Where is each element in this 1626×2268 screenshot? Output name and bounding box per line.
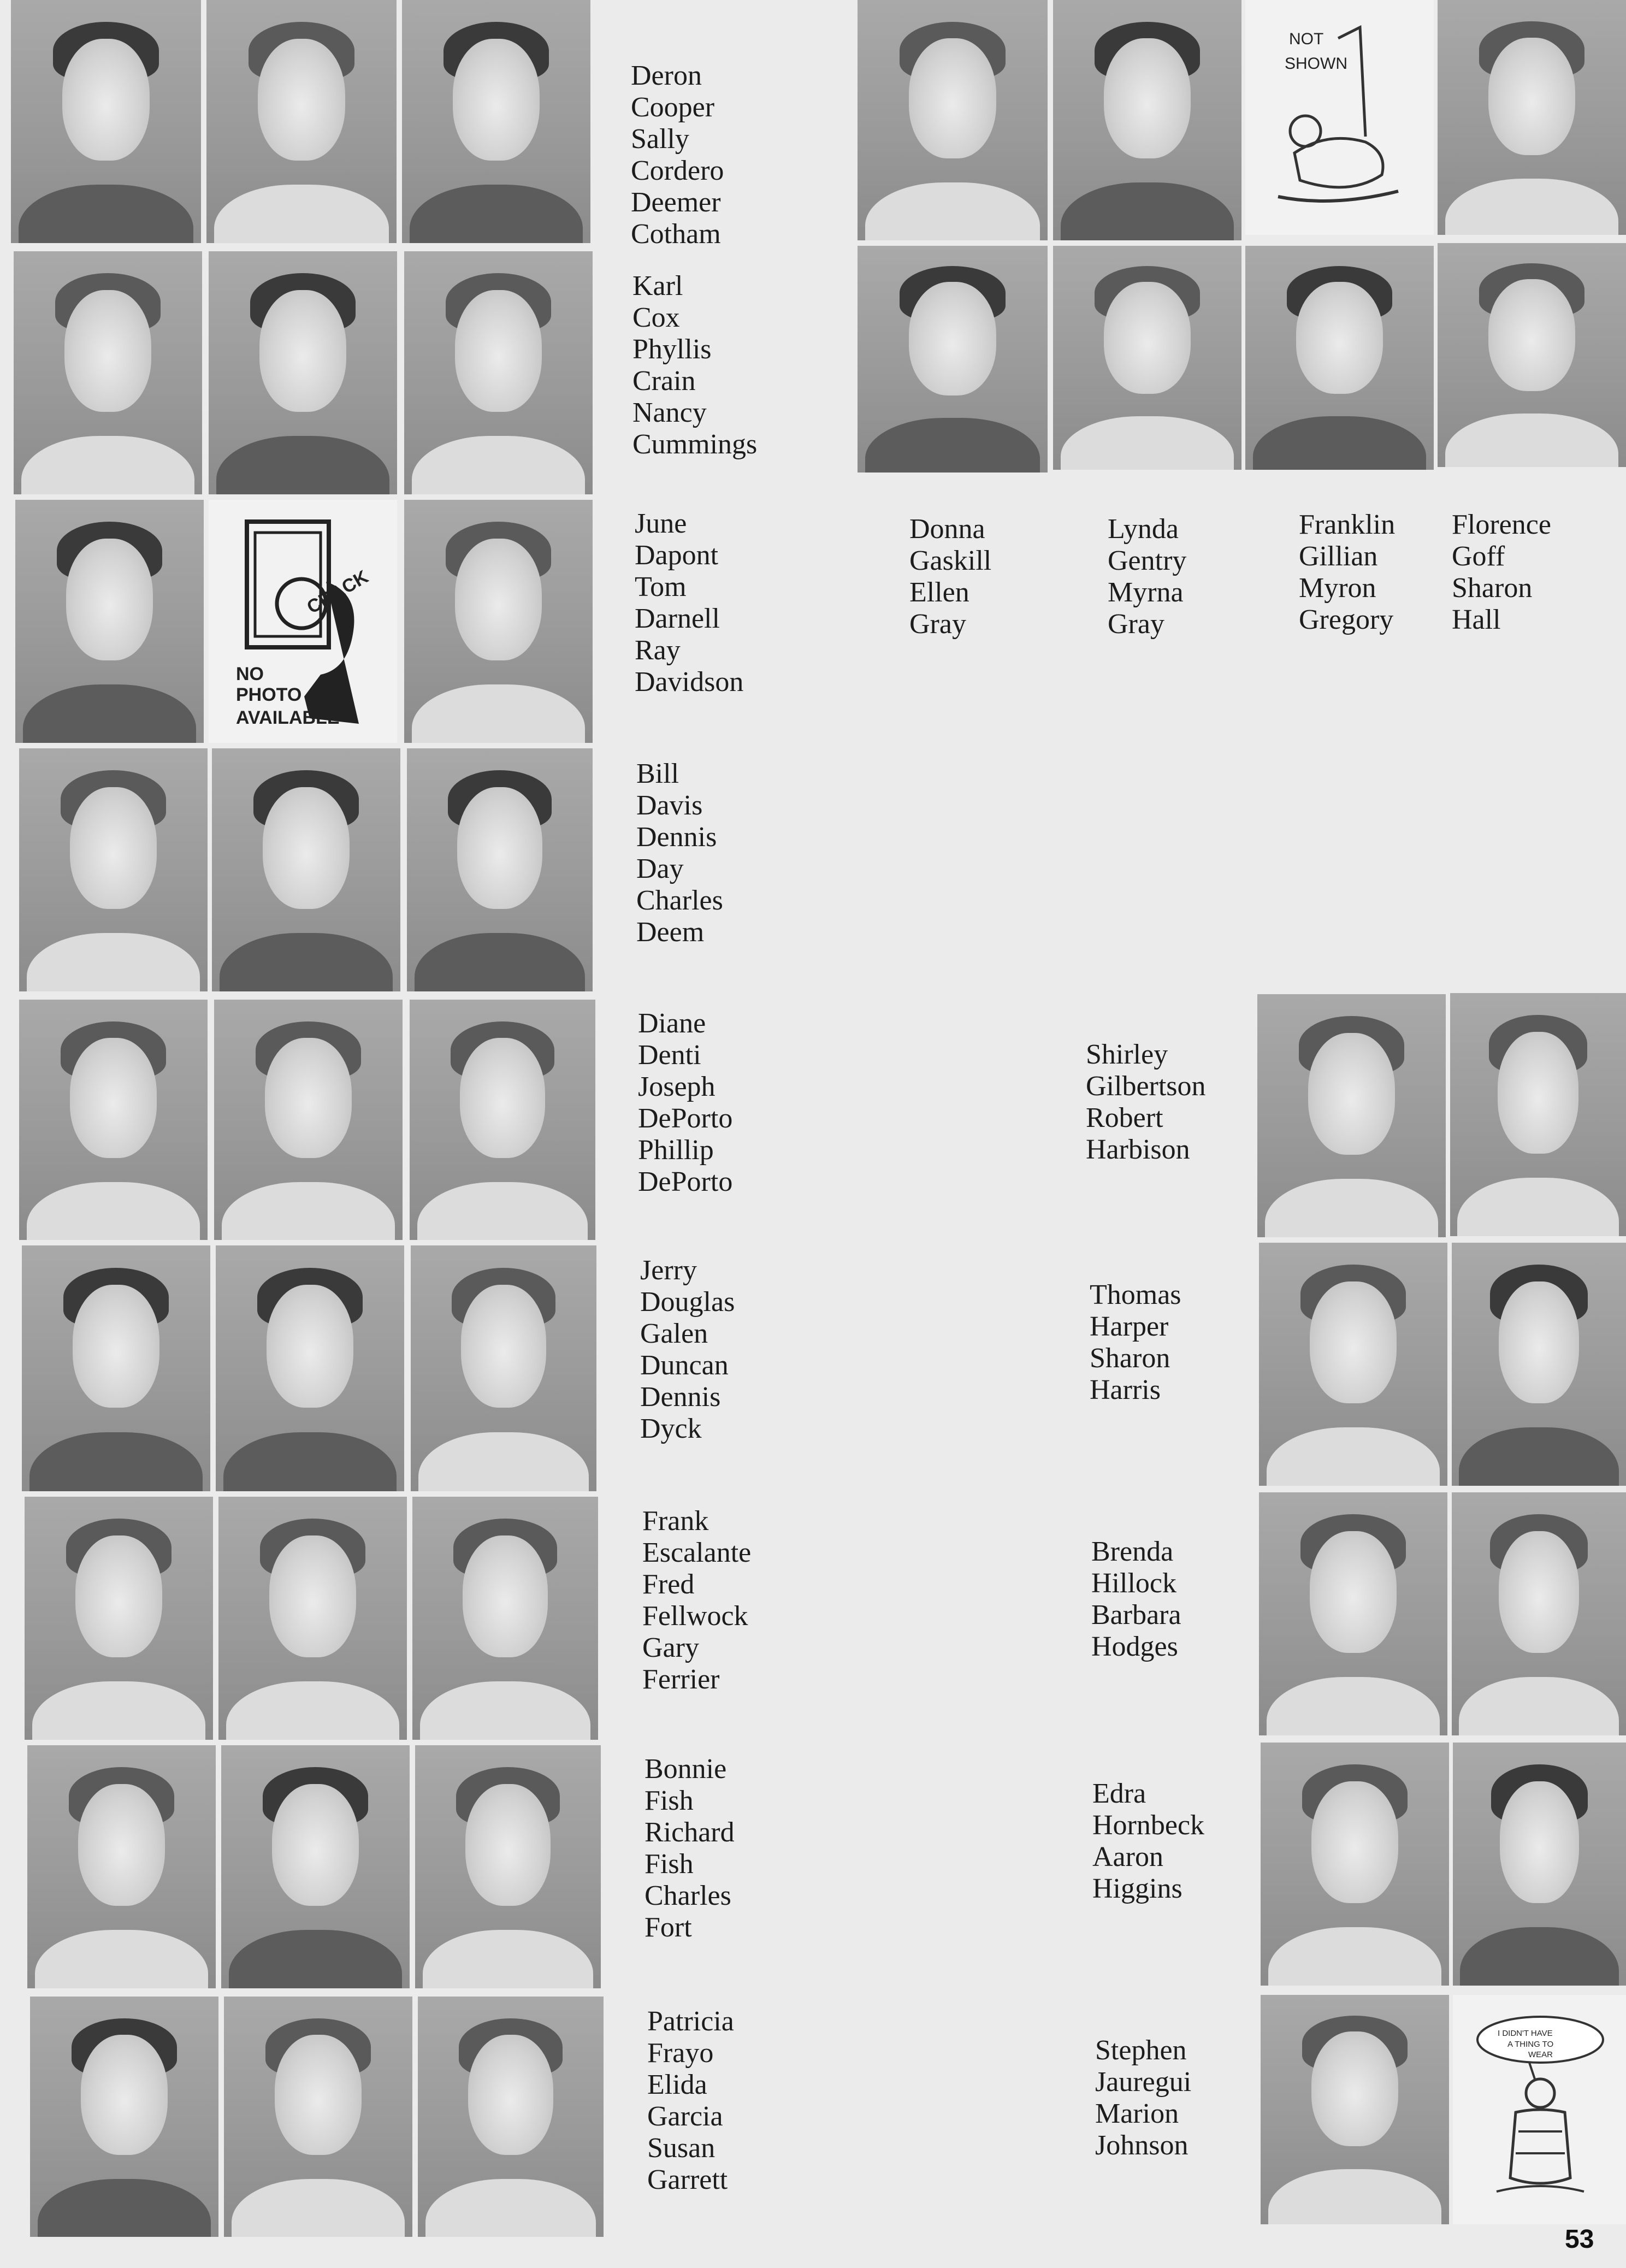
student-photo	[1438, 243, 1626, 467]
student-photo	[1452, 1492, 1626, 1735]
student-name: Brenda	[1091, 1536, 1174, 1567]
student-name: Sharon	[1452, 572, 1533, 604]
student-name: Hodges	[1091, 1631, 1178, 1662]
student-photo	[415, 1745, 601, 1988]
student-name: Diane	[638, 1008, 706, 1039]
student-name: Garrett	[647, 2164, 728, 2195]
a-thing-to-label: A THING TO	[1507, 2040, 1554, 2049]
student-photo	[14, 251, 202, 494]
student-photo	[216, 1245, 404, 1491]
student-name: Phillip	[638, 1135, 714, 1166]
student-name: Garcia	[647, 2101, 723, 2132]
student-name: Robert	[1086, 1102, 1163, 1133]
name-group	[632, 270, 757, 460]
student-name: Cordero	[631, 155, 724, 186]
student-name: Marion	[1095, 2098, 1179, 2129]
student-name: Douglas	[640, 1286, 735, 1318]
student-name: Patricia	[647, 2006, 734, 2037]
student-name: Ellen	[909, 577, 969, 608]
student-name: Gary	[642, 1632, 699, 1663]
student-photo	[218, 1497, 407, 1740]
student-photo	[407, 748, 593, 991]
student-photo	[858, 0, 1048, 240]
name-group	[1090, 1279, 1181, 1406]
student-name: Denti	[638, 1040, 701, 1071]
student-name: Harris	[1090, 1374, 1161, 1405]
student-name: Deemer	[631, 187, 721, 218]
student-name: Richard	[645, 1817, 735, 1848]
name-group	[640, 1255, 735, 1445]
student-photo	[214, 1000, 403, 1240]
student-name: Jerry	[640, 1255, 697, 1286]
student-name: Fred	[642, 1569, 695, 1600]
student-name: Dennis	[640, 1381, 721, 1413]
student-name: Galen	[640, 1318, 708, 1349]
student-name: Darnell	[635, 603, 720, 634]
student-name: Charles	[636, 885, 723, 916]
student-name: Cox	[632, 302, 680, 333]
name-group	[647, 2006, 734, 2196]
name-column	[1108, 513, 1186, 640]
student-name: June	[635, 508, 687, 539]
student-photo	[1261, 1743, 1449, 1986]
student-name: Tom	[635, 571, 687, 603]
student-photo	[411, 1245, 596, 1491]
name-group	[1086, 1039, 1206, 1166]
student-name: Bill	[636, 758, 679, 789]
available-label: AVAILABLE	[236, 707, 340, 728]
student-name: Gregory	[1299, 604, 1394, 635]
name-group	[642, 1505, 751, 1696]
student-name: DePorto	[638, 1166, 733, 1197]
student-name: Fellwock	[642, 1600, 748, 1632]
name-column	[1452, 509, 1551, 636]
student-photo	[209, 251, 397, 494]
student-photo	[1452, 1243, 1626, 1486]
student-photo	[404, 500, 593, 743]
student-name: Hall	[1452, 604, 1501, 635]
student-name: Lynda	[1108, 513, 1179, 545]
didnt-have-label: I DIDN'T HAVE	[1498, 2029, 1553, 2038]
student-name: Gentry	[1108, 545, 1187, 576]
student-name: Shirley	[1086, 1039, 1168, 1070]
student-name: Ray	[635, 635, 681, 666]
name-column	[1299, 509, 1395, 636]
student-name: Karl	[632, 270, 683, 302]
student-name: Gaskill	[909, 545, 992, 576]
student-name: Hillock	[1091, 1568, 1176, 1599]
student-photo	[224, 1997, 412, 2237]
student-name: Dapont	[635, 540, 719, 571]
student-name: Florence	[1452, 509, 1551, 540]
student-photo	[412, 1497, 598, 1740]
student-name: Myron	[1299, 572, 1376, 604]
student-name: Gray	[1108, 609, 1164, 640]
student-name: Donna	[909, 513, 985, 545]
student-photo	[404, 251, 593, 494]
student-name: Cotham	[631, 218, 721, 250]
student-name: Duncan	[640, 1350, 729, 1381]
student-photo	[418, 1997, 604, 2237]
student-name: Gillian	[1299, 541, 1378, 572]
student-photo	[410, 1000, 595, 1240]
student-photo	[402, 0, 590, 243]
student-name: Hornbeck	[1092, 1810, 1205, 1841]
student-photo	[1259, 1492, 1447, 1735]
student-name: Charles	[645, 1880, 731, 1911]
student-name: Ferrier	[642, 1664, 720, 1695]
napping-man-cartoon-icon	[1245, 0, 1434, 235]
student-photo	[11, 0, 201, 243]
student-photo	[1259, 1243, 1447, 1486]
name-group	[645, 1753, 735, 1944]
student-name: Stephen	[1095, 2035, 1187, 2066]
student-photo	[15, 500, 204, 743]
student-name: Fish	[645, 1848, 694, 1880]
student-name: Davidson	[635, 666, 744, 698]
student-name: Gilbertson	[1086, 1071, 1206, 1102]
student-name: Deem	[636, 917, 705, 948]
student-name: Goff	[1452, 541, 1505, 572]
student-name: Crain	[632, 365, 696, 397]
student-photo	[221, 1745, 410, 1988]
student-name: Cooper	[631, 92, 715, 123]
student-name: Sharon	[1090, 1343, 1170, 1374]
student-name: Frank	[642, 1505, 709, 1537]
student-name: Fish	[645, 1785, 694, 1816]
student-name: Myrna	[1108, 577, 1184, 608]
student-name: Bonnie	[645, 1753, 727, 1785]
student-name: Johnson	[1095, 2130, 1189, 2161]
no-photo-available-cartoon	[209, 500, 397, 743]
name-group	[1095, 2035, 1191, 2161]
name-group	[631, 60, 724, 250]
didnt-have-a-thing-to-wear-cartoon	[1453, 1995, 1626, 2224]
student-name: Harbison	[1086, 1134, 1190, 1165]
name-group	[636, 758, 723, 948]
student-name: Susan	[647, 2133, 716, 2164]
name-group	[635, 508, 743, 698]
photo-label: PHOTO	[236, 684, 302, 705]
student-name: Cummings	[632, 429, 758, 460]
student-photo	[1453, 1743, 1626, 1986]
student-name: Harper	[1090, 1311, 1169, 1342]
student-photo	[1053, 0, 1241, 240]
no-label: NO	[236, 664, 264, 684]
student-name: Joseph	[638, 1071, 716, 1102]
student-name: Dennis	[636, 822, 717, 853]
student-photo	[1450, 993, 1626, 1236]
student-photo	[1438, 0, 1626, 235]
student-name: Higgins	[1092, 1873, 1182, 1904]
not-shown-cartoon	[1245, 0, 1434, 235]
student-photo	[1261, 1995, 1449, 2224]
student-name: Franklin	[1299, 509, 1396, 540]
student-name: Aaron	[1092, 1841, 1163, 1873]
student-name: Deron	[631, 60, 702, 91]
crack-label: CRACK	[303, 566, 372, 618]
student-photo	[19, 1000, 208, 1240]
student-photo	[206, 0, 397, 243]
name-group	[1092, 1778, 1204, 1905]
student-name: Thomas	[1090, 1279, 1181, 1310]
student-photo	[1257, 994, 1446, 1237]
student-photo	[858, 246, 1048, 472]
student-name: Nancy	[632, 397, 707, 428]
name-group	[638, 1008, 732, 1198]
student-photo	[1053, 246, 1241, 470]
student-name: Fort	[645, 1912, 692, 1943]
student-photo	[25, 1497, 213, 1740]
not-label: NOT	[1289, 30, 1324, 48]
student-photo	[27, 1745, 216, 1988]
page-number: 53	[1565, 2225, 1594, 2254]
student-name: Elida	[647, 2069, 707, 2100]
student-name: Day	[636, 853, 684, 884]
student-photo	[22, 1245, 210, 1491]
student-name: Frayo	[647, 2037, 714, 2069]
student-photo	[212, 748, 400, 991]
student-name: Davis	[636, 790, 703, 821]
student-name: Dyck	[640, 1413, 702, 1444]
student-name: Jauregui	[1095, 2066, 1192, 2098]
student-name: Escalante	[642, 1537, 752, 1568]
shown-label: SHOWN	[1285, 55, 1347, 73]
student-name: Edra	[1092, 1778, 1146, 1809]
name-group	[1091, 1536, 1181, 1663]
student-photo	[1245, 246, 1434, 470]
student-name: Phyllis	[632, 334, 712, 365]
student-name: Barbara	[1091, 1599, 1181, 1631]
student-name: Sally	[631, 123, 689, 155]
wear-label: WEAR	[1528, 2050, 1553, 2059]
student-photo	[19, 748, 208, 991]
student-photo	[30, 1997, 218, 2237]
student-name: DePorto	[638, 1103, 733, 1134]
name-column	[909, 513, 991, 640]
student-name: Gray	[909, 609, 966, 640]
camera-cartoon-icon	[209, 500, 397, 743]
